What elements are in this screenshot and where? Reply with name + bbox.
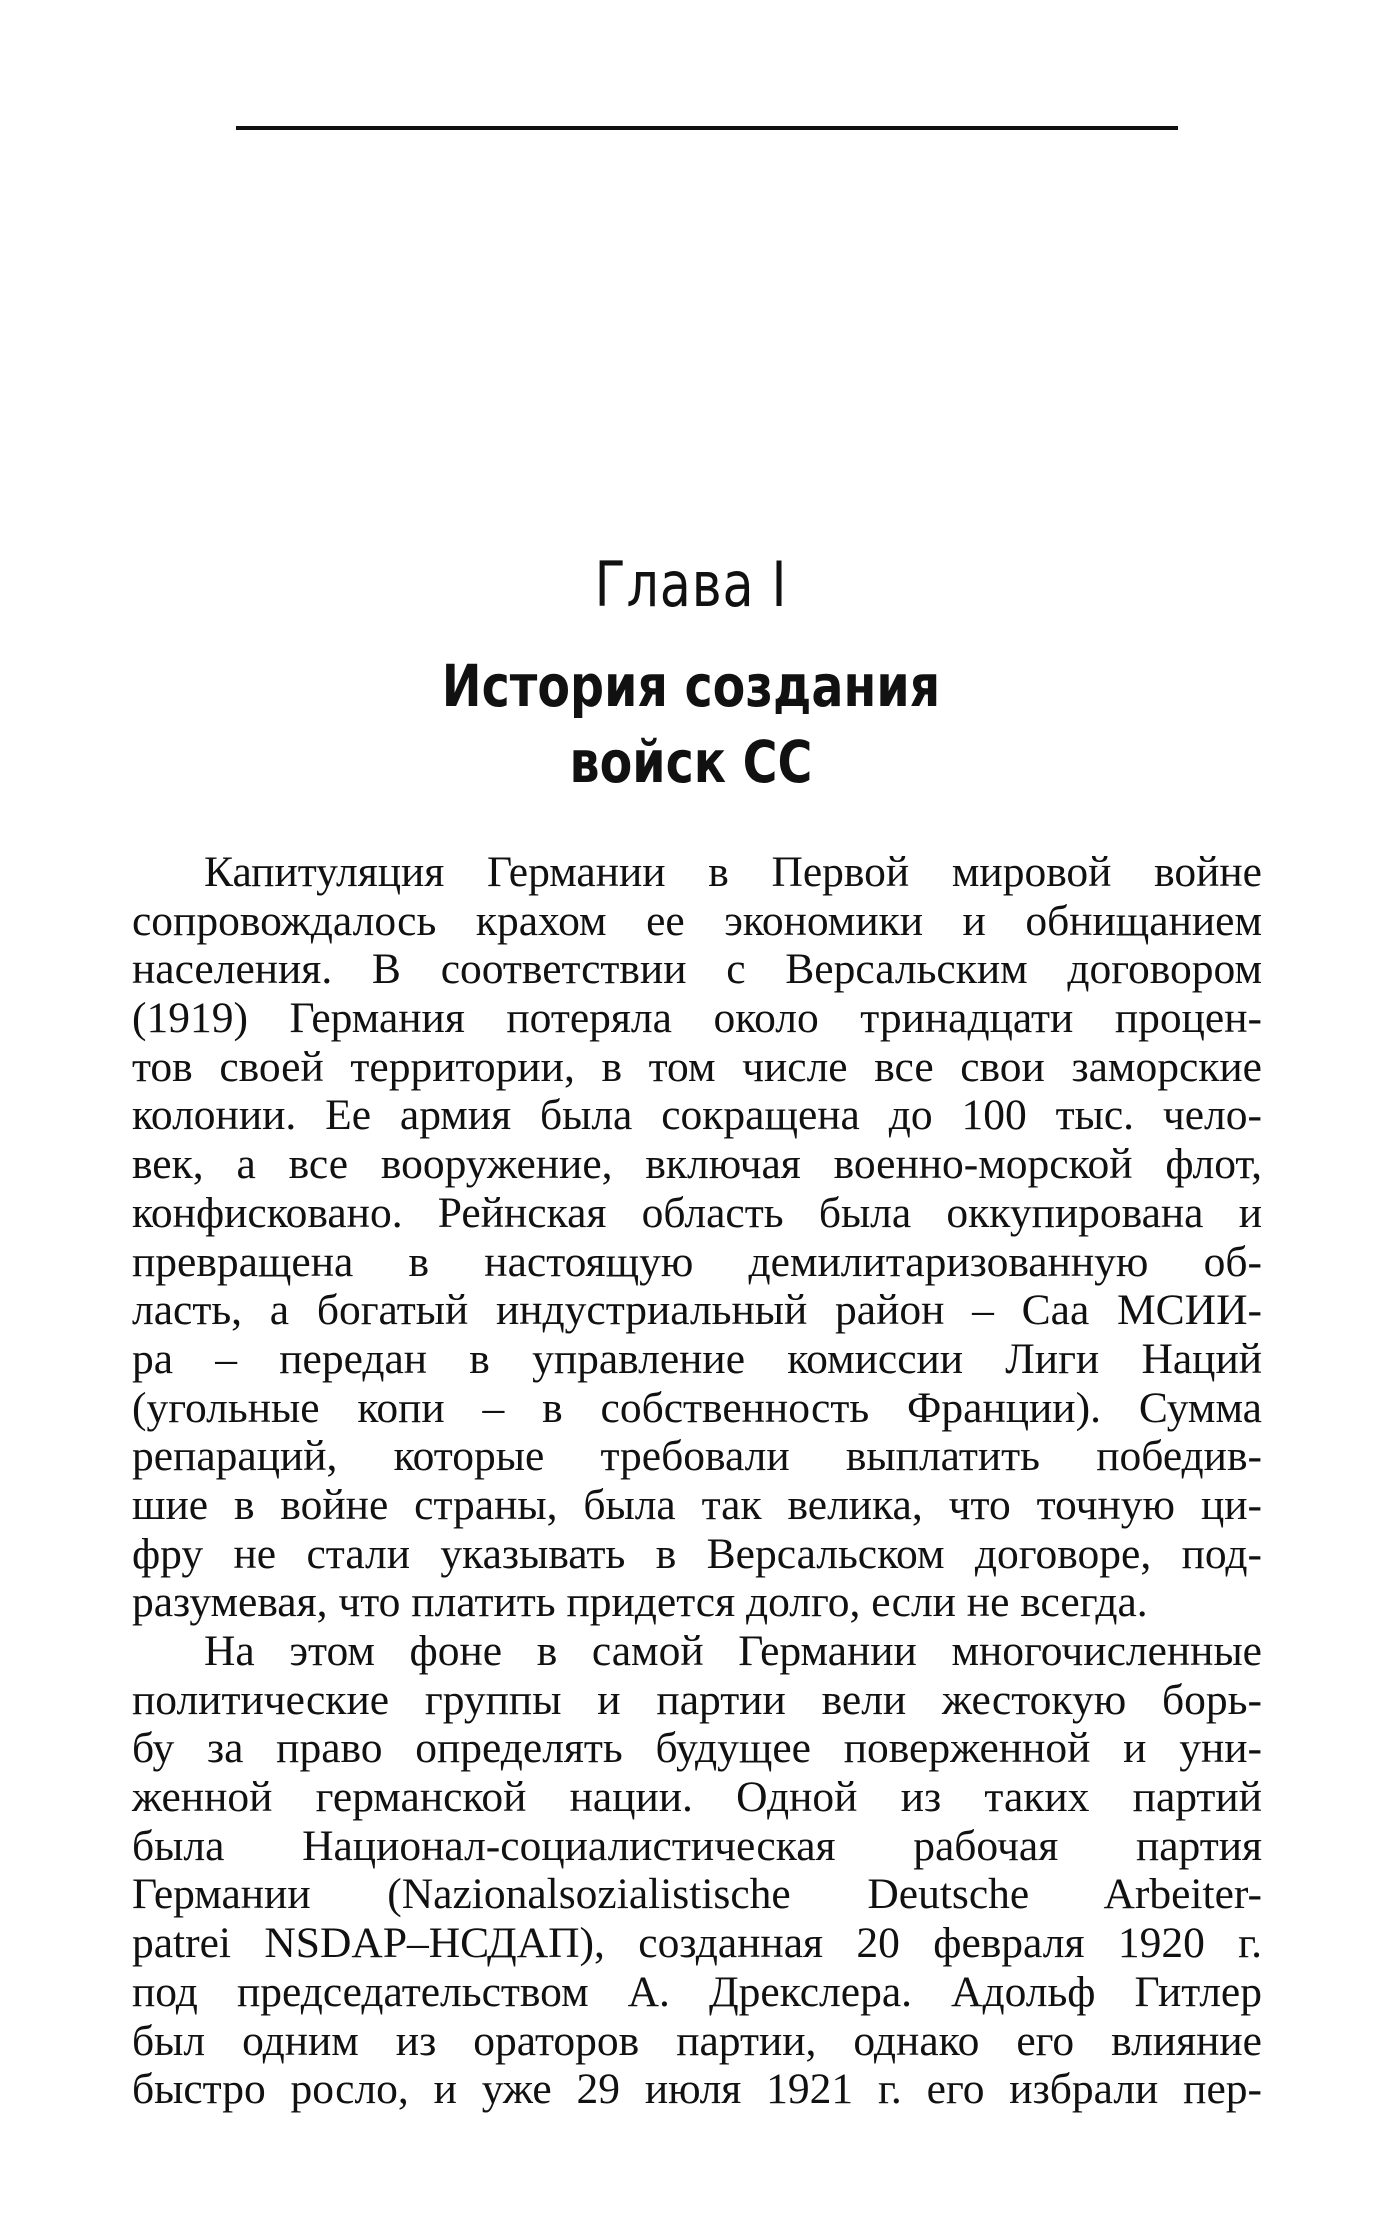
text-line: колонии. Ее армия была сокращена до 100 тыс. чело- — [132, 1091, 1262, 1140]
body-text — [132, 848, 1262, 2114]
text-line: ласть, а богатый индустриальный район – Саа МСИИ- — [132, 1286, 1262, 1335]
text-line: patrei NSDAP–НСДАП), созданная 20 февраля 1920 г. — [132, 1919, 1262, 1968]
text-line: (1919) Германия потеряла около тринадцати процен- — [132, 994, 1262, 1043]
chapter-title — [124, 648, 1257, 800]
text-line: репараций, которые требовали выплатить победив- — [132, 1432, 1262, 1481]
text-line: быстро росло, и уже 29 июля 1921 г. его избрали пер- — [132, 2065, 1262, 2114]
paragraph — [132, 848, 1262, 1627]
text-line: под председательством А. Дрекслера. Адольф Гитлер — [132, 1967, 1262, 2016]
top-rule — [236, 126, 1178, 130]
text-line: превращена в настоящую демилитаризованную об- — [132, 1237, 1262, 1286]
text-line: ра – передан в управление комиссии Лиги Наций — [132, 1334, 1262, 1383]
text-line: Капитуляция Германии в Первой мировой войне — [204, 848, 1262, 896]
text-line: была Национал-социалистическая рабочая партия — [132, 1821, 1262, 1870]
chapter-title-line: История создания — [441, 652, 941, 720]
text-line: На этом фоне в самой Германии многочисленные — [204, 1627, 1262, 1675]
chapter-title-line: войск СС — [569, 728, 813, 796]
text-line: сопровождалось крахом ее экономики и обнищанием — [132, 896, 1262, 945]
paragraph — [132, 1627, 1262, 2114]
text-line: Германии (Nazionalsozialistische Deutsche Arbeiter- — [132, 1870, 1262, 1919]
text-line: разумевая, что платить придется долго, если не всегда. — [132, 1578, 1148, 1627]
text-line: тов своей территории, в том числе все свои заморские — [132, 1042, 1262, 1091]
text-line: век, а все вооружение, включая военно-морской флот, — [132, 1140, 1262, 1189]
text-line: был одним из ораторов партии, однако его влияние — [132, 2016, 1262, 2065]
text-line: конфисковано. Рейнская область была оккупирована и — [132, 1188, 1262, 1237]
text-line: фру не стали указывать в Версальском договоре, под- — [132, 1529, 1262, 1578]
text-line: политические группы и партии вели жестокую борь- — [132, 1675, 1262, 1724]
chapter-label: Глава I — [594, 548, 788, 621]
text-line: (угольные копи – в собственность Франции). Сумма — [132, 1383, 1262, 1432]
text-line: женной германской нации. Одной из таких партий — [132, 1773, 1262, 1822]
text-line: шие в войне страны, была так велика, что точную ци- — [132, 1480, 1262, 1529]
text-line: населения. В соответствии с Версальским договором — [132, 945, 1262, 994]
text-line: бу за право определять будущее поверженной и уни- — [132, 1724, 1262, 1773]
